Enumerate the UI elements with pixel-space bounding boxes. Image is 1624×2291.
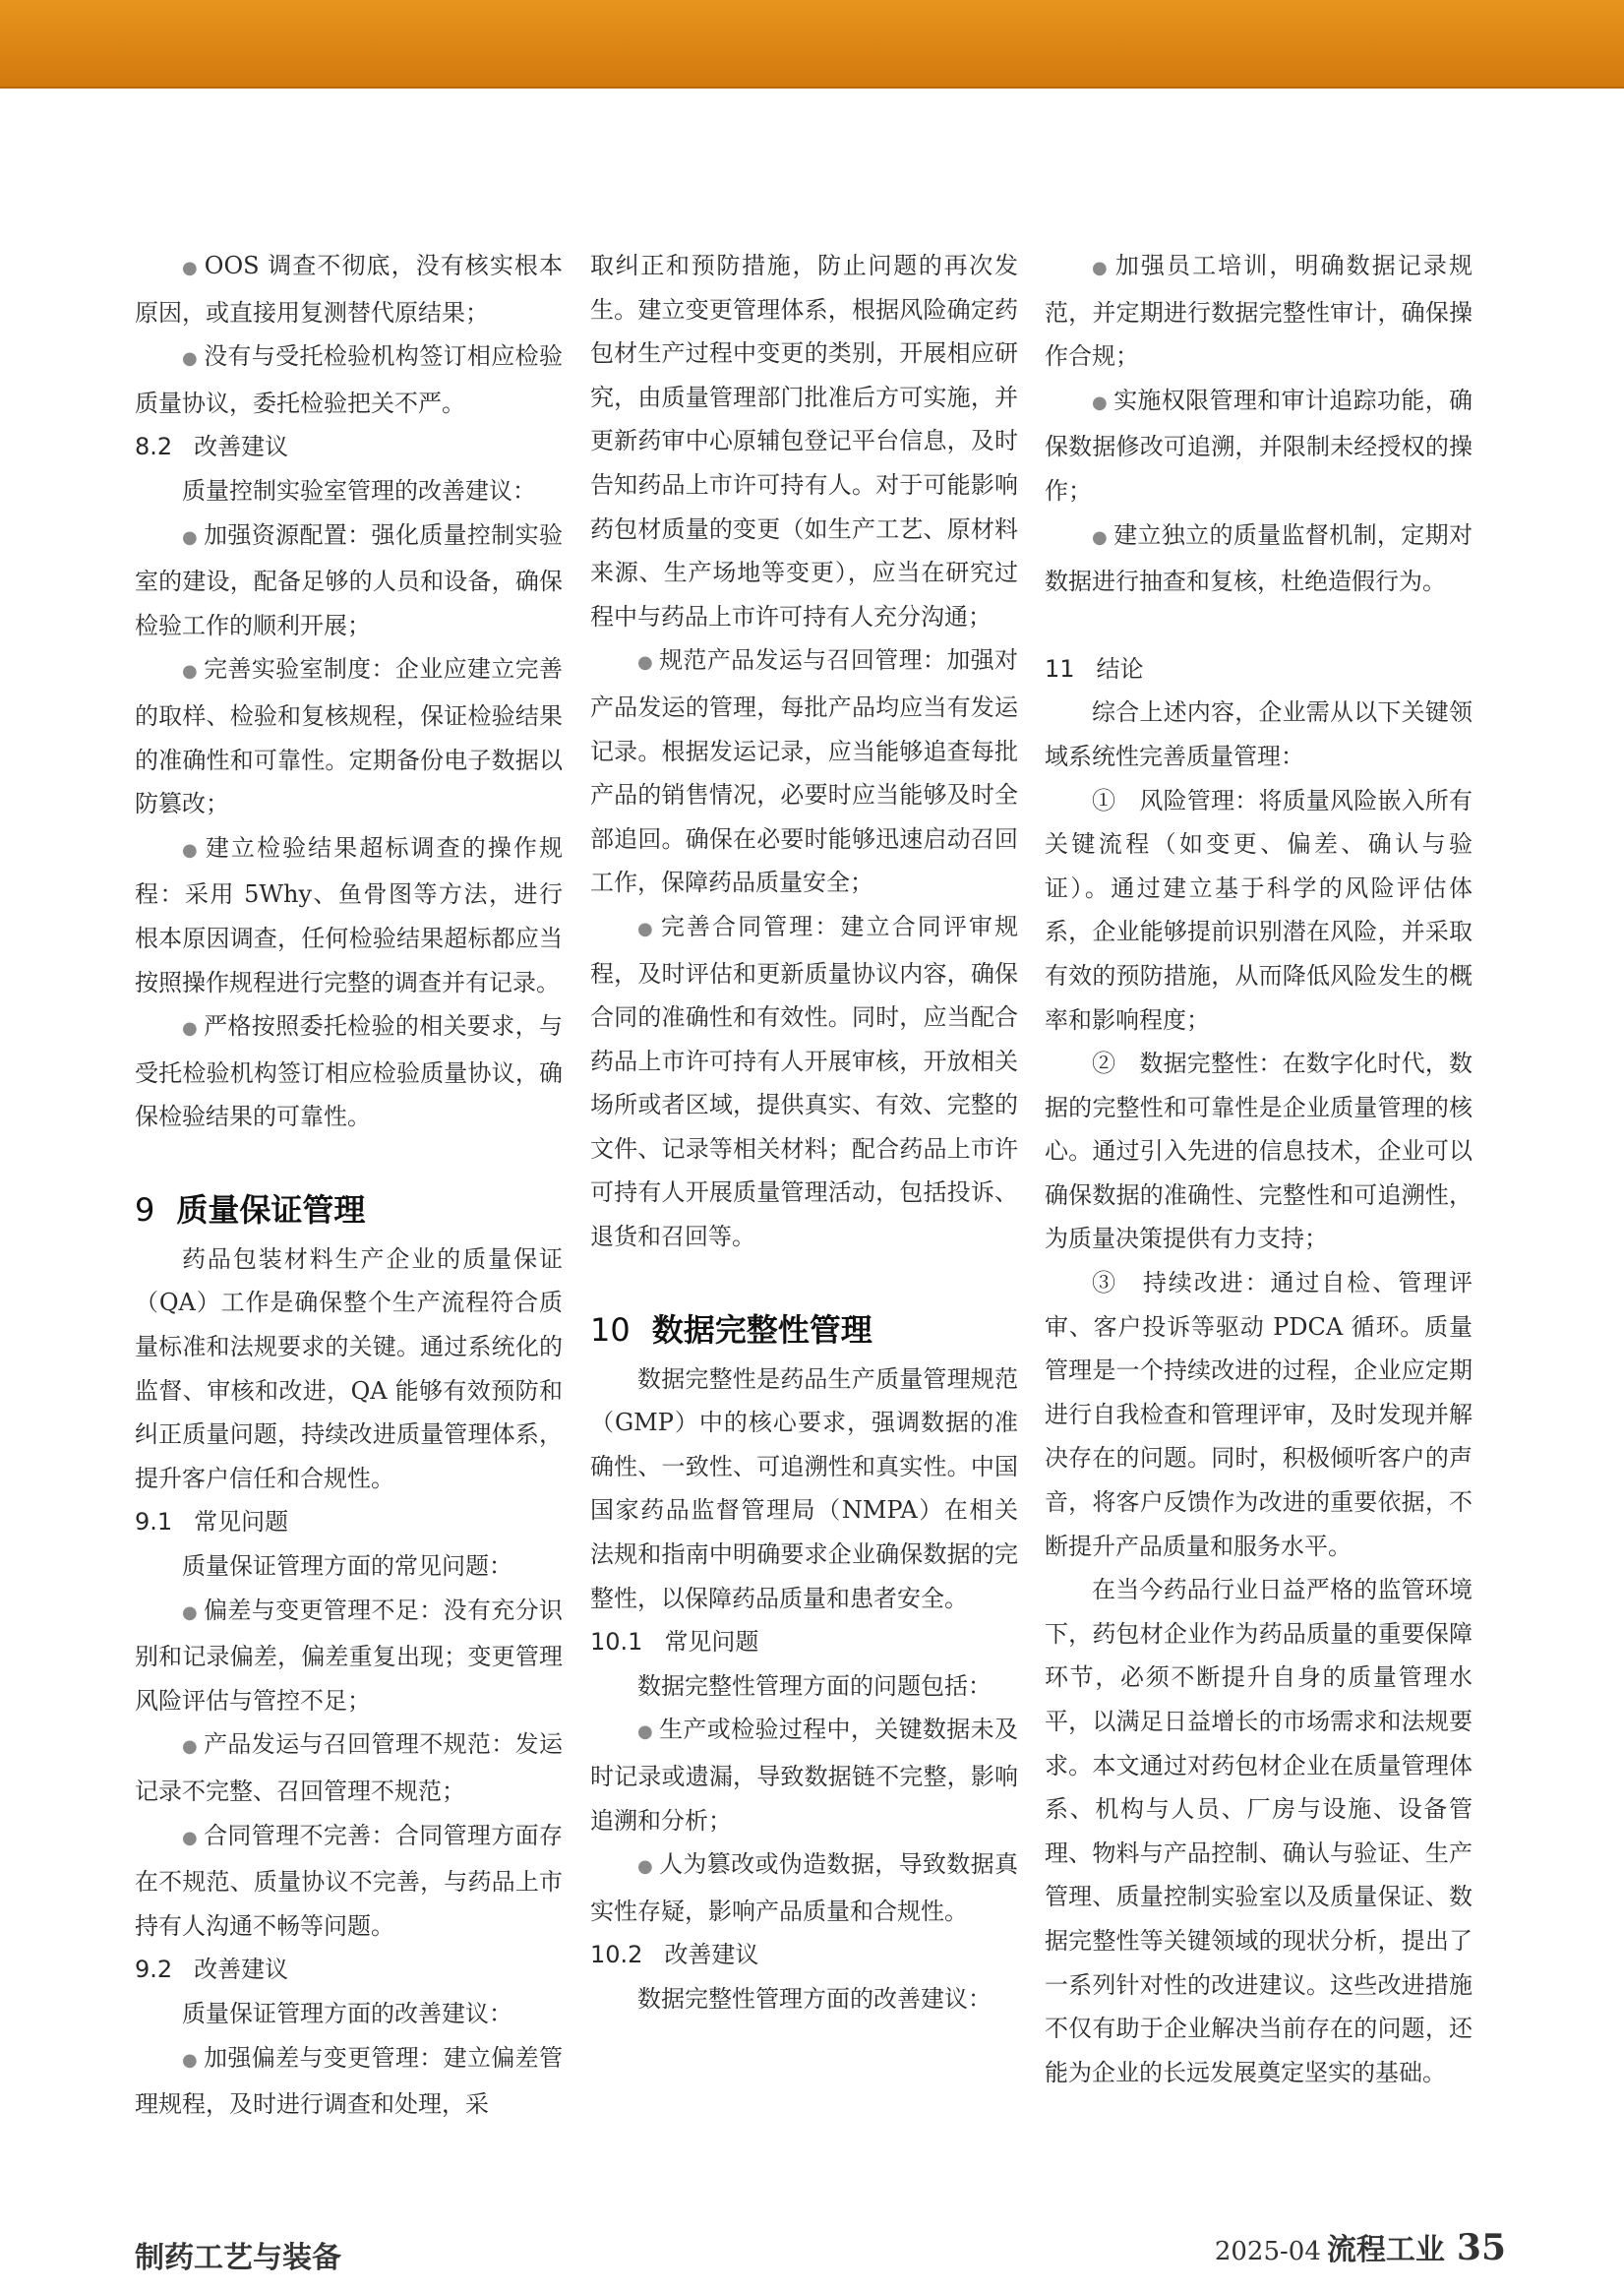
bullet-icon: ● (182, 348, 199, 370)
column-1 (135, 244, 563, 2127)
paragraph: ② 数据完整性：在数字化时代，数据的完整性和可靠性是企业质量管理的核心。通过引入先进的信息技术，企业可以确保数据的准确性、完整性和可追溯性，为质量决策提供有力支持； (1045, 1050, 1473, 1253)
bullet-icon: ● (182, 1601, 199, 1623)
header-banner (0, 0, 1624, 89)
paragraph: 取纠正和预防措施，防止问题的再次发生。建立变更管理体系，根据风险确定药包材生产过程中变更的类别，开展相应研究，由质量管理部门批准后方可实施，并更新药审中心原辅包登记平台信息，及时告知药品上市许可持有人。对于可能影响药包材质量的变更（如生产工艺、原材料来源、生产场地等变更），应当在研究过程中与药品上市许可持有人充分沟通； (590, 252, 1018, 631)
bullet-icon: ● (1092, 526, 1109, 548)
list-item: ● 人为篡改或伪造数据，导致数据真实性存疑，影响产品质量和合规性。 (590, 1850, 1018, 1925)
list-item: ● 加强资源配置：强化质量控制实验室的建设，配备足够的人员和设备，确保检验工作的顺利开展； (135, 520, 563, 639)
bullet-icon: ● (637, 918, 655, 939)
list-item: ● OOS 调查不彻底，没有核实根本原因，或直接用复测替代原结果； (135, 252, 563, 327)
paragraph: 药品包装材料生产企业的质量保证（QA）工作是确保整个生产流程符合质量标准和法规要求的关键。通过系统化的监督、审核和改进，QA 能够有效预防和纠正质量问题，持续改进质量管理体系，提升客户信任和合规性。 (135, 1244, 563, 1492)
journal-name: 制药工艺与装备 (135, 2241, 341, 2275)
bullet-icon: ● (182, 2049, 199, 2071)
paragraph: 质量保证管理方面的常见问题： (182, 1552, 512, 1581)
issue-label: 2025-04 (1214, 2237, 1321, 2266)
bullet-icon: ● (182, 661, 199, 683)
section-heading-10: 10 数据完整性管理 (590, 1310, 872, 1349)
section-heading-9: 9 质量保证管理 (135, 1190, 366, 1229)
list-item: ● 产品发运与召回管理不规范：发运记录不完整、召回管理不规范； (135, 1730, 563, 1805)
paragraph: 综合上述内容，企业需从以下关键领域系统性完善质量管理： (1045, 698, 1473, 770)
list-item: ● 规范产品发运与召回管理：加强对产品发运的管理，每批产品均应当有发运记录。根据发运记录，应当能够追查每批产品的销售情况，必要时应当能够及时全部追回。确保在必要时能够迅速启动召回工作，保障药品质量安全； (590, 646, 1018, 897)
paragraph: 数据完整性管理方面的改善建议： (637, 1984, 992, 2013)
section-heading-10-2: 10.2 改善建议 (590, 1941, 759, 1969)
bullet-icon: ● (637, 1721, 654, 1743)
list-item: ● 建立检验结果超标调查的操作规程：采用 5Why、鱼骨图等方法，进行根本原因调查，任何检验结果超标都应当按照操作规程进行完整的调查并有记录。 (135, 833, 564, 996)
bullet-icon: ● (637, 1856, 654, 1878)
column-2 (590, 244, 1018, 2021)
bullet-icon: ● (182, 1827, 199, 1848)
list-item: ● 严格按照委托检验的相关要求，与受托检验机构签订相应检验质量协议，确保检验结果的可靠性。 (135, 1012, 563, 1131)
paragraph: 在当今药品行业日益严格的监管环境下，药包材企业作为药品质量的重要保障环节，必须不断提升自身的质量管理水平，以满足日益增长的市场需求和法规要求。本文通过对药包材企业在质量管理体系、机构与人员、厂房与设施、设备管理、物料与产品控制、确认与验证、生产管理、质量控制实验室以及质量保证、数据完整性等关键领域的现状分析，提出了一系列针对性的改进建议。这些改进措施不仅有助于企业解决当前存在的问题，还能为企业的长远发展奠定坚实的基础。 (1045, 1576, 1473, 2086)
section-heading-8-2: 8.2 改善建议 (135, 433, 289, 461)
section-heading-9-2: 9.2 改善建议 (135, 1956, 289, 1984)
column-3 (1045, 244, 1473, 2094)
paragraph: 质量保证管理方面的改善建议： (182, 1999, 512, 2027)
list-item: ● 完善合同管理：建立合同评审规程，及时评估和更新质量协议内容，确保合同的准确性和有效性。同时，应当配合药品上市许可持有人开展审核，开放相关场所或者区域，提供真实、有效、完整的文件、记录等相关材料；配合药品上市许可持有人开展质量管理活动，包括投诉、退货和召回等。 (590, 912, 1019, 1251)
bullet-icon: ● (637, 652, 654, 674)
list-item: ● 合同管理不完善：合同管理方面存在不规范、质量协议不完善，与药品上市持有人沟通不畅等问题。 (135, 1821, 563, 1940)
bullet-icon: ● (182, 1018, 199, 1040)
bullet-icon: ● (1092, 392, 1109, 413)
paragraph: ① 风险管理：将质量风险嵌入所有关键流程（如变更、偏差、确认与验证）。通过建立基于科学的风险评估体系，企业能够提前识别潜在风险，并采取有效的预防措施，从而降低风险发生的概率和影响程度； (1045, 786, 1473, 1034)
paragraph: 数据完整性管理方面的问题包括： (637, 1671, 992, 1700)
bullet-icon: ● (182, 258, 199, 278)
paragraph: 质量控制实验室管理的改善建议： (182, 476, 536, 505)
paragraph: ③ 持续改进：通过自检、管理评审、客户投诉等驱动 PDCA 循环。质量管理是一个持续改进的过程，企业应定期进行自我检查和管理评审，及时发现并解决存在的问题。同时，积极倾听客户的声音，将客户反馈作为改进的重要依据，不断提升产品质量和服务水平。 (1045, 1269, 1473, 1560)
list-item: ● 没有与受托检验机构签订相应检验质量协议，委托检验把关不严。 (135, 342, 563, 417)
list-item: ● 加强员工培训，明确数据记录规范，并定期进行数据完整性审计，确保操作合规； (1045, 252, 1474, 371)
page-footer (1215, 2225, 1506, 2268)
bullet-icon: ● (1092, 258, 1110, 278)
list-item: ● 偏差与变更管理不足：没有充分识别和记录偏差，偏差重复出现；变更管理风险评估与管控不足； (135, 1596, 563, 1715)
list-item: ● 建立独立的质量监督机制，定期对数据进行抽查和复核，杜绝造假行为。 (1045, 520, 1473, 596)
list-item: ● 完善实验室制度：企业应建立完善的取样、检验和复核规程，保证检验结果的准确性和可靠性。定期备份电子数据以防篡改； (135, 655, 563, 818)
section-heading-9-1: 9.1 常见问题 (135, 1508, 289, 1537)
magazine-name: 流程工业 (1326, 2233, 1445, 2267)
list-item: ● 加强偏差与变更管理：建立偏差管理规程，及时进行调查和处理，采 (135, 2043, 563, 2119)
bullet-icon: ● (182, 839, 200, 861)
list-item: ● 生产或检验过程中，关键数据未及时记录或遗漏，导致数据链不完整，影响追溯和分析； (590, 1716, 1018, 1835)
section-heading-11: 11 结论 (1045, 654, 1144, 683)
bullet-icon: ● (182, 1736, 199, 1758)
page-number: 35 (1456, 2227, 1506, 2268)
list-item: ● 实施权限管理和审计追踪功能，确保数据修改可追溯，并限制未经授权的操作； (1045, 386, 1473, 505)
section-heading-10-1: 10.1 常见问题 (590, 1628, 759, 1657)
bullet-icon: ● (182, 526, 199, 548)
spacer (1045, 604, 1473, 647)
paragraph: 数据完整性是药品生产质量管理规范（GMP）中的核心要求，强调数据的准确性、一致性、可追溯性和真实性。中国国家药品监督管理局（NMPA）在相关法规和指南中明确要求企业确保数据的完整性，以保障药品质量和患者安全。 (590, 1364, 1018, 1612)
